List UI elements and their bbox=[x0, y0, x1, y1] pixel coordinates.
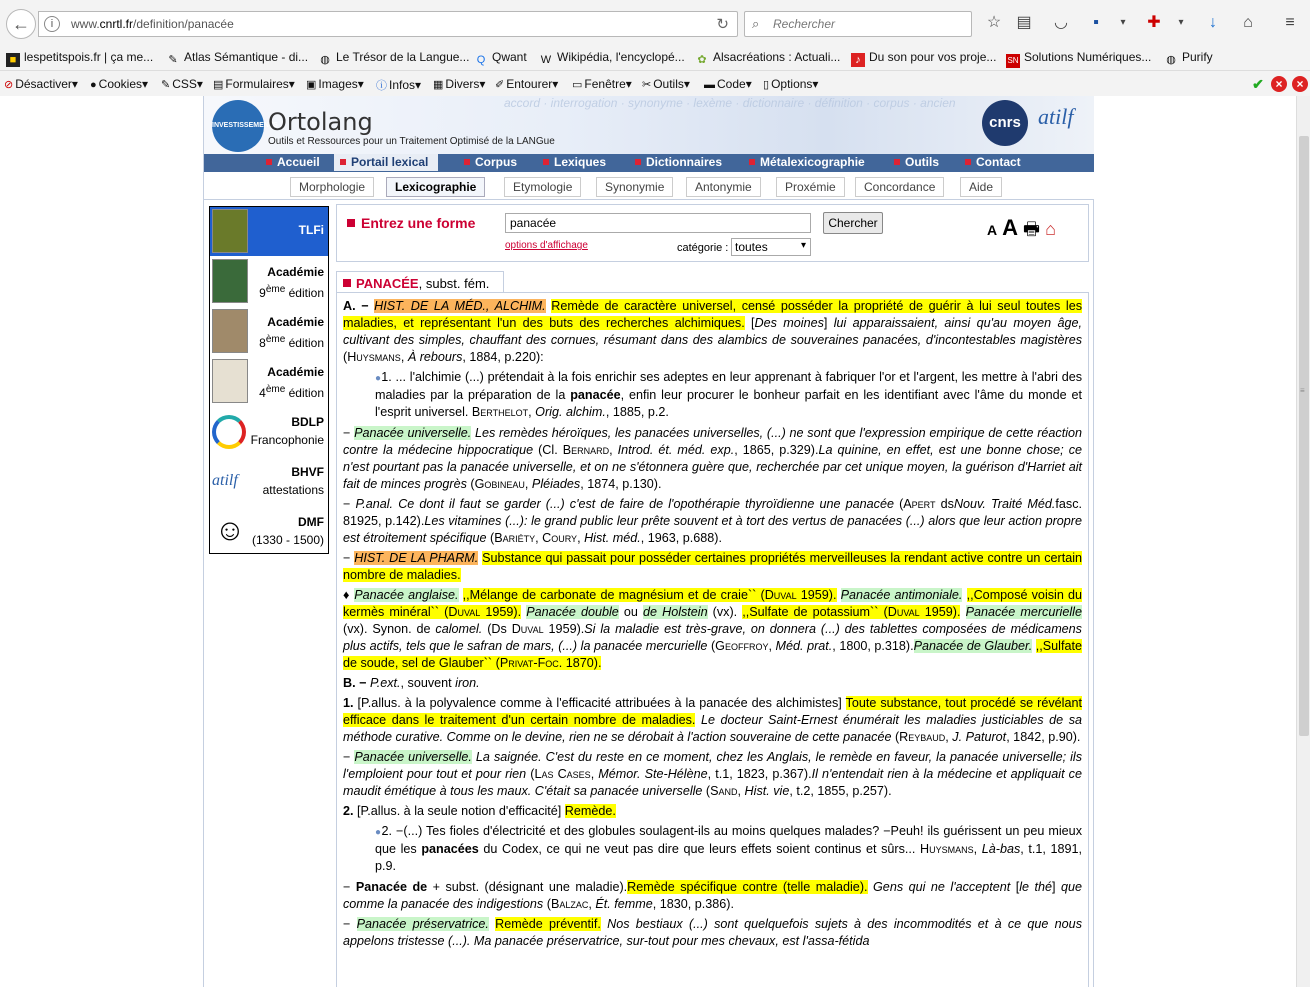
atilf-logo[interactable]: atilf bbox=[1038, 104, 1074, 129]
definition-paragraph: 2. [P.allus. à la seule notion d'efficacité] Remède. bbox=[343, 804, 616, 818]
browser-chrome bbox=[0, 0, 1310, 96]
definition-paragraph: − HIST. DE LA PHARM. Substance qui passait pour posséder certaines propriétés merveilleuses la rendant active contre un certain nombre de maladies. bbox=[343, 551, 1082, 582]
search-button[interactable]: Chercher bbox=[823, 212, 883, 234]
home-icon[interactable]: ⌂ bbox=[1243, 14, 1253, 31]
entry-tab[interactable]: PANACÉE, subst. fém. bbox=[336, 271, 504, 293]
print-icon[interactable]: 🖶 bbox=[1023, 219, 1041, 239]
francophonie-icon bbox=[212, 415, 246, 449]
url-text[interactable]: www.cnrtl.fr/definition/panacée bbox=[71, 17, 234, 31]
tab-synonymie[interactable]: Synonymie bbox=[596, 177, 673, 197]
bookmark-item[interactable]: ■ lespetitspois.fr | ça me... bbox=[6, 50, 153, 67]
definition-content bbox=[336, 292, 1089, 987]
tab-concordance[interactable]: Concordance bbox=[855, 177, 944, 197]
wd-css[interactable]: ✎ CSS▾ bbox=[161, 77, 203, 91]
webdeveloper-toolbar bbox=[0, 70, 1310, 96]
book-icon bbox=[212, 259, 248, 303]
pocket-icon[interactable]: ◡ bbox=[1054, 14, 1068, 31]
home-icon[interactable]: ⌂ bbox=[1045, 219, 1056, 239]
bookmarks-bar bbox=[0, 46, 1310, 70]
bookmark-item[interactable]: ✿ Alsacréations : Actuali... bbox=[697, 50, 841, 66]
sidebar-item-label: Académie bbox=[267, 365, 324, 379]
book-icon bbox=[212, 359, 248, 403]
tab-etymologie[interactable]: Etymologie bbox=[504, 177, 581, 197]
check-icon[interactable]: ✔ bbox=[1252, 76, 1264, 92]
tab-aide[interactable]: Aide bbox=[960, 177, 1002, 197]
main-navigation bbox=[204, 154, 1094, 172]
wd-options[interactable]: ▯ Options▾ bbox=[763, 77, 819, 91]
search-title: Entrez une forme bbox=[347, 215, 475, 231]
sidebar-item-label: BHVF bbox=[291, 465, 324, 479]
ortolang-logo[interactable]: Ortolang bbox=[268, 108, 373, 136]
investissements-seal: INVESTISSEMENTS bbox=[212, 100, 264, 152]
star-icon[interactable]: ☆ bbox=[986, 14, 1002, 31]
menu-icon[interactable]: ≡ bbox=[1285, 14, 1295, 31]
bookmark-item[interactable]: ♪ Du son pour vos proje... bbox=[851, 50, 996, 67]
back-icon[interactable]: ← bbox=[6, 9, 36, 39]
definition-paragraph: ♦ Panacée anglaise. ,,Mélange de carbonate de magnésium et de craie`` (Duval 1959). Panacée antimoniale. ,,Composé voisin du kermès minéral`` (Duval 1959). Panacée double ou de Holstein (vx). ,,Sulfate de potassium`` (Duval 1959). Panacée mercurielle (vx). Synon. de calomel. (Ds Duval 1959).Si la maladie est très-grave, on donnera (...) des tablettes composées de médicamens plus actifs, tels que le safran de mars, (...) la panacée mercurielle (Geoffroy, Méd. prat., 1800, p.318).Panacée de Glauber. ,,Sulfate de soude, sel de Glauber`` (Privat-Foc. 1870). bbox=[343, 588, 1082, 670]
page-viewport bbox=[0, 96, 1296, 987]
sidebar-item-label: TLFi bbox=[298, 223, 324, 237]
nav-metalexicographie[interactable]: Métalexicographie bbox=[749, 155, 865, 169]
portrait-icon: ☺ bbox=[214, 514, 246, 547]
header-banner bbox=[204, 96, 1094, 154]
url-bar[interactable] bbox=[38, 11, 738, 37]
wd-outline[interactable]: ✐ Entourer▾ bbox=[495, 77, 559, 91]
reading-list-icon[interactable]: ▤ bbox=[1016, 14, 1032, 31]
sidebar-item-label: DMF bbox=[298, 515, 324, 529]
display-options-link[interactable]: options d'affichage bbox=[505, 240, 588, 251]
browser-navbar bbox=[0, 0, 1310, 46]
reload-icon[interactable]: ↻ bbox=[716, 16, 729, 33]
ortolang-tagline: Outils et Ressources pour un Traitement Optimisé de la LANGue bbox=[268, 136, 555, 147]
browser-search-box[interactable] bbox=[744, 11, 972, 37]
close-icon[interactable]: × bbox=[1292, 76, 1308, 92]
dropdown-icon[interactable]: ▾ bbox=[1178, 17, 1184, 28]
bookmark-item[interactable]: ✎ Atlas Sémantique - di... bbox=[168, 50, 309, 66]
info-icon[interactable]: i bbox=[44, 16, 60, 32]
wd-cookies[interactable]: ● Cookies▾ bbox=[90, 77, 149, 91]
page-tools bbox=[987, 215, 1056, 247]
wd-tools[interactable]: ✂ Outils▾ bbox=[642, 77, 690, 91]
definition-paragraph: − Panacée universelle. La saignée. C'est du reste en ce moment, chez les Anglais, le remède en faveur, la panacée universelle; ils l'emploient pour tout et pour rien (Las Cases, Mémor. Ste-Hélène, t.1, 1823, p.367).Il n'entendait rien à la médecine et appliquait ce maudit émétique à tous les maux. C'était sa panacée universelle (Sand, Hist. vie, t.2, 1855, p.257). bbox=[343, 750, 1083, 798]
sidebar-item-label: BDLP bbox=[291, 415, 324, 429]
sub-navigation bbox=[204, 172, 1094, 200]
wd-misc[interactable]: ▦ Divers▾ bbox=[433, 77, 486, 91]
definition-paragraph: B. − P.ext., souvent iron. bbox=[343, 676, 480, 690]
dictionary-sidebar bbox=[209, 206, 329, 554]
definition-paragraph: − Panacée de + subst. (désignant une maladie).Remède spécifique contre (telle maladie). Gens qui ne l'acceptent [le thé] que comme la panacée des indigestions (Balzac, Ét. femme, 1830, p.386). bbox=[343, 880, 1083, 911]
nav-outils[interactable]: Outils bbox=[894, 155, 939, 169]
sidebar-item-academie-4[interactable]: Académie 4ème édition bbox=[210, 357, 328, 407]
sidebar-item-academie-9[interactable]: Académie 9ème édition bbox=[210, 257, 328, 307]
tab-antonymie[interactable]: Antonymie bbox=[686, 177, 761, 197]
sidebar-item-tlfi[interactable] bbox=[210, 207, 328, 257]
example-quote: ●2. −(...) Tes fioles d'électricité et des globules soulagent-ils au moins quelques malades? −Peuh! ils guérissent un peu mieux que les panacées du Codex, ce qui ne veut pas dire que leurs effets soient continus et sûrs... Huysmans, Là-bas, t.1, 1891, p.9. bbox=[375, 824, 1083, 873]
nav-contact[interactable]: Contact bbox=[965, 155, 1021, 169]
wd-images[interactable]: ▣ Images▾ bbox=[306, 77, 364, 91]
definition-paragraph: 1. [P.allus. à la polyvalence comme à l'efficacité attribuées à la panacée des alchimistes] Toute substance, tout procédé se révélant efficace dans le traitement d'un certain nombre de maladies. Le docteur Saint-Ernest énumérait les maladies justiciables de sa méthode curative. Comme on le devine, rien ne se dérobait à l'action souveraine de cette panacée (Reybaud, J. Paturot, 1842, p.90). bbox=[343, 696, 1082, 744]
sidebar-item-label: Académie bbox=[267, 315, 324, 329]
atilf-icon: atilf bbox=[212, 472, 238, 489]
category-select[interactable]: toutes ▾ bbox=[731, 238, 811, 256]
bookmark-item[interactable]: ◍ Le Trésor de la Langue... bbox=[320, 50, 470, 66]
tab-morphologie[interactable]: Morphologie bbox=[290, 177, 374, 197]
wd-forms[interactable]: ▤ Formulaires▾ bbox=[213, 77, 295, 91]
example-quote: ●1. ... l'alchimie (...) prétendait à la fois enrichir ses adeptes en leur apprenant à fabriquer l'or et l'argent, les mettre à l'abri des maladies par la préparation de la panacée, enfin leur procurer le bonheur parfait en les identifiant avec l'âme du monde et l'esprit universel. Berthelot, Orig. alchim., 1885, p.2. bbox=[375, 370, 1082, 419]
wd-info[interactable]: ⓘ Infos▾ bbox=[376, 78, 422, 92]
save-icon[interactable]: ▪ bbox=[1093, 14, 1099, 31]
nav-portail-lexical[interactable]: Portail lexical bbox=[334, 154, 438, 171]
wd-source[interactable]: ▬ Code▾ bbox=[704, 77, 752, 91]
sidebar-item-label: Académie bbox=[267, 265, 324, 279]
definition-paragraph: − Panacée préservatrice. Remède préventif. Nos bestiaux (...) sont quelquefois sujets à des incommodités et à ce que nous appelons tristesse (...). Ma panacée préservatrice, sur-tout pour mes chevaux, est l'assa-fétida bbox=[343, 917, 1082, 948]
download-icon[interactable]: ↓ bbox=[1209, 14, 1217, 31]
search-input[interactable] bbox=[505, 213, 811, 233]
sidebar-item-bhvf[interactable]: atilf BHVF attestations bbox=[210, 457, 328, 507]
scrollbar-grip-icon: ≡ bbox=[1300, 386, 1305, 395]
definition-paragraph: − P.anal. Ce dont il faut se garder (...) c'est de faire de l'opothérapie thyroïdienne une panacée (Apert dsNouv. Traité Méd.fasc. 81925, p.142).Les vitamines (...): le grand public leur prête souvent et à tort des vertus de panacées (...) alors que leur action propre est étroitement spécifique (Bariéty, Coury, Hist. méd., 1963, p.688). bbox=[343, 497, 1082, 545]
bookmark-item[interactable]: W Wikipédia, l'encyclopé... bbox=[540, 50, 685, 66]
tab-lexicographie[interactable]: Lexicographie bbox=[386, 177, 485, 197]
bookmark-item[interactable]: ◍ Purify bbox=[1166, 50, 1213, 66]
cnrtl-page bbox=[203, 96, 1094, 987]
search-icon: ⌕ bbox=[752, 16, 760, 31]
cnrs-logo[interactable]: cnrs bbox=[982, 100, 1028, 146]
category-label: catégorie : bbox=[677, 242, 729, 254]
dropdown-icon[interactable]: ▾ bbox=[1120, 17, 1126, 28]
scrollbar-thumb[interactable] bbox=[1299, 136, 1309, 736]
sidebar-item-dmf[interactable]: ☺ DMF (1330 - 1500) bbox=[210, 507, 328, 557]
nav-corpus[interactable]: Corpus bbox=[464, 155, 517, 169]
bookmark-item[interactable]: Q Qwant bbox=[476, 50, 527, 66]
banner-texture: accord · interrogation · synonyme · lexème · dictionnaire · définition · corpus · ancien bbox=[504, 96, 956, 110]
building-icon bbox=[212, 309, 248, 353]
nav-lexiques[interactable]: Lexiques bbox=[543, 155, 606, 169]
error-icon[interactable]: × bbox=[1271, 76, 1287, 92]
vertical-scrollbar[interactable] bbox=[1296, 96, 1310, 987]
wd-resize[interactable]: ▭ Fenêtre▾ bbox=[572, 77, 632, 91]
nav-accueil[interactable]: Accueil bbox=[266, 155, 320, 169]
book-icon bbox=[212, 209, 248, 253]
tab-proxemie[interactable]: Proxémie bbox=[776, 177, 845, 197]
browser-search-placeholder: Rechercher bbox=[773, 17, 836, 31]
bookmark-item[interactable]: SN Solutions Numériques... bbox=[1006, 50, 1151, 68]
wd-disable[interactable]: ⊘ Désactiver▾ bbox=[4, 77, 78, 91]
font-decrease-icon[interactable]: A bbox=[987, 222, 998, 238]
definition-paragraph: − Panacée universelle. Les remèdes héroïques, les panacées universelles, (...) ne sont que l'expression empirique de cette réaction contre la médecine hippocratique (Cl. Bernard, Introd. ét. méd. exp., 1865, p.329).La quinine, en effet, est une bonne chose; ce n'est pourtant pas la panacée universelle, et on ne s'étonnera guère que, recherchée par cet unique moyen, la guérison d'Harriet ait fait de minces progrès (Gobineau, Pléiades, 1874, p.130). bbox=[343, 426, 1082, 491]
definition-paragraph: A. − HIST. DE LA MÉD., ALCHIM. Remède de caractère universel, censé posséder la propriété de guérir à lui seul toutes les maladies, et représentant l'un des buts des recherches alchimiques. [Des moines] lui apparaissaient, ainsi qu'au moyen âge, cultivant des simples, chauffant des cornues, résumant dans des alambics de souveraines panacées, d'incontestables magistères (Huysmans, À rebours, 1884, p.220): bbox=[343, 299, 1083, 364]
addon-icon[interactable]: ✚ bbox=[1147, 14, 1161, 31]
search-panel bbox=[336, 204, 1089, 262]
nav-dictionnaires[interactable]: Dictionnaires bbox=[635, 155, 722, 169]
sidebar-item-bdlp[interactable]: BDLP Francophonie bbox=[210, 407, 328, 457]
sidebar-item-academie-8[interactable]: Académie 8ème édition bbox=[210, 307, 328, 357]
font-increase-icon[interactable]: A bbox=[1002, 215, 1019, 240]
